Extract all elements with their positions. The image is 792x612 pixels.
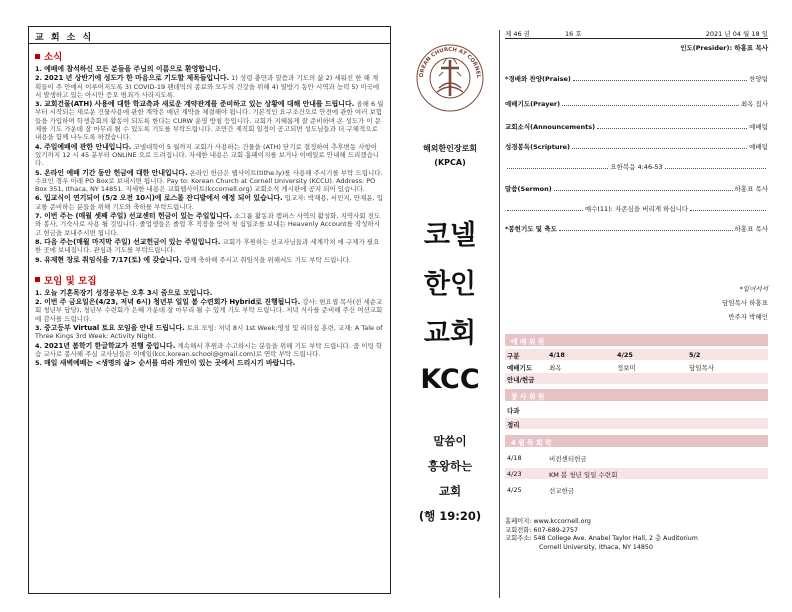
pastor: 담임목사 하홍표 xyxy=(721,299,768,307)
announcement-item: 3. 중고등부 Virtual 토요 모임을 안내 드립니다. 토요 모임: 저녁 8시 1st Week:영성 및 리더십 훈련, 교재: A Tale of Three Kings 3rd Week: Activity Night. xyxy=(35,324,383,341)
issue: 16 호 xyxy=(565,30,582,38)
schedule-row: 4/25 선교헌금 xyxy=(507,486,575,495)
red-square-icon xyxy=(35,54,40,59)
worship-committee-band: 예 배 위 원 xyxy=(505,334,768,346)
worship-order-column xyxy=(505,26,768,596)
denomination-name: 해외한인장로회 xyxy=(422,144,478,153)
announcement-item: 5. 매일 새벽예배는 <생명의 삶> 순서를 따라 개인이 있는 곳에서 드리시기 바랍니다. xyxy=(35,359,296,368)
contact-info xyxy=(505,518,698,552)
standing-note: *일어서서 xyxy=(739,285,768,293)
schedule-band: 4 월 목 회 력 xyxy=(505,435,768,447)
issue-date: 2021 년 04 월 18 일 xyxy=(705,30,768,38)
announcements-panel xyxy=(28,26,391,594)
title-line-2: 한인 xyxy=(423,269,477,300)
address-line-1: 교회주소: 548 College Ave. Anabel Taylor Hall, 2 층 Auditorium xyxy=(505,535,698,542)
service-committee-row: 다과 xyxy=(507,407,520,415)
church-logo xyxy=(413,38,487,112)
announcement-item: 8. 다음 주는(매월 마지막 주일) 선교헌금이 있는 주일입니다. 교회가 후원하는 선교사님들과 세계각처 에 구제가 필요한 곳에 보내집니다. 관심과 기도를 부탁드립니다. xyxy=(35,237,380,255)
issue-line xyxy=(505,26,768,39)
worship-committee-row: 예배기도 최옥 정보미 담임목사 xyxy=(507,364,715,372)
announcement-item: 2. 2021 년 상반기에 성도가 한 마음으로 기도할 제목들입니다. 1) 성령 충만과 말씀과 기도의 삶 2) 세워진 한 해 계획들이 주 안에서 이루어지도록 3) COVID-19 팬데믹의 종료와 모두의 건강을 위해 4) 열방기 동안 시역과 능력 5) 미국에서 발생하고 있는 아시안 증오 범죄가 사라지도록. xyxy=(35,74,380,99)
title-line-1: 코넬 xyxy=(423,220,477,251)
announcement-item: 4. 주일예배에 관한 안내입니다. 코넬대학이 5 월까지 교회가 사용하는 건물을 (ATH) 닫기로 결정하여 추후변동 사항이 있기까지 12 시 45 분부터 ONLINE 으로 드려집니다. 자세한 내용은 교회 홈페이지를 보거나 이메일로 안내해 드리겠습니다. xyxy=(35,142,380,168)
service-committee-band: 봉 사 위 원 xyxy=(505,389,768,401)
order-prayer: 예배기도(Prayer) 최옥 집사 xyxy=(505,100,768,108)
meetings-list xyxy=(35,289,384,368)
cover-column xyxy=(405,30,495,600)
news-section-title: 소식 xyxy=(35,49,384,63)
phone: 교회전화: 607-689-2757 xyxy=(505,526,579,534)
order-praise: *경배와 찬양(Praise) 찬양팀 xyxy=(505,75,768,83)
scripture-reference: 요한복음 4:46-53 xyxy=(505,162,768,171)
service-committee-row: 정리 xyxy=(505,418,768,429)
svg-text:KOREAN CHURCH AT CORNELL: OREAN CHURCH AT CORNEL xyxy=(418,46,482,79)
accompanist: 반주자 박혜인 xyxy=(728,313,768,321)
announcement-item: 1. 오늘 기혼목장기 성경공부는 오후 3시 줌으로 모입니다. xyxy=(35,288,213,297)
red-square-icon xyxy=(35,277,40,282)
presider: 인도(Presider): 하홍표 목사 xyxy=(680,44,768,52)
meetings-section-title: 모임 및 모집 xyxy=(35,273,384,287)
announcement-item: 1. 예배에 참석하신 모든 분들을 주님의 이름으로 환영합니다. xyxy=(35,65,221,73)
announcement-item: 4. 2021년 봄학기 한글학교가 진행 중입니다. 계속해서 후원과 수고하시는 분들을 위해 기도 부탁 드립니다. 줌 이팅 학습 교사로 봉사해 주실 교사님들은 이메일(kcc.korean.school@gmail.com)로 연락 부탁 드립니다. xyxy=(35,341,383,358)
slogan-line-2: 흥왕하는 xyxy=(427,459,473,473)
order-benediction: *봉헌기도 및 축도 하홍표 목사 xyxy=(505,225,768,233)
slogan-line-4: (행 19:20) xyxy=(418,509,482,523)
schedule-row: 4/23 KM 봄 청년 일일 수련회 xyxy=(505,468,768,479)
schedule-row: 4/18 비전센터헌금 xyxy=(507,454,587,463)
order-sermon: 말씀(Sermon) 하홍표 목사 xyxy=(505,185,768,193)
denomination-abbr: (KPCA) xyxy=(434,158,466,167)
order-announcements: 교회소식(Announcements) 예배팀 xyxy=(505,123,768,131)
slogan-line-3: 교회 xyxy=(438,484,462,498)
news-list xyxy=(35,65,384,264)
slogan-line-1: 말씀이 xyxy=(433,434,467,448)
announcement-item: 9. 유재현 장로 취임식을 7/17(토) 에 갖습니다. 함께 축하해 주시고 취임식을 위해서도 기도 부탁 드립니다. xyxy=(35,255,352,264)
title-line-3: 교회 xyxy=(423,318,477,349)
title-line-4: KCC xyxy=(420,364,480,395)
announcement-item: 7. 이번 주는 (매월 셋째 주일) 선교센터 헌금이 있는 주일입니다. 소그룹 활동과 캠퍼스 사역의 활성화, 지역사회 전도와 봉사, 기숙사로 사용 될 것입니다. 졸업생들은 졸업 후 직장을 얻어 첫 십일조를 보내는 Heavenly Account를 작성하시고 헌금을 보내주시면 됩니다. xyxy=(35,212,381,237)
worship-committee-header: 구분 4/18 4/25 5/2 xyxy=(505,349,768,360)
announcements-header: 교 회 소 식 xyxy=(29,27,390,44)
homepage[interactable]: 홈페이지: www.kccornell.org xyxy=(505,518,591,525)
sermon-title: 예수(11): 자존심을 버리게 하십니다 xyxy=(505,204,768,213)
volume: 제 46 권 xyxy=(505,30,530,38)
column-divider xyxy=(499,30,500,598)
order-scripture: 성경봉독(Scripture) 예배팀 xyxy=(505,143,768,151)
announcement-item: 2. 이번 주 금요일은(4/23, 저녁 6시) 청년부 일일 봄 수련회가 Hybrid로 진행됩니다. 강사: 현요셉 목사(전 세순교회 청년부 담당), 청년부 수련회가 은혜 가운데 잘 마무리 될 수 있게 기도 부탁 드립니다. 저녁 식사를 준비해 주신 여선교회에 감사를 드립니다. xyxy=(35,298,383,323)
worship-committee-row: 안내/헌금 xyxy=(505,373,768,384)
announcement-item: 6. 입교식이 연기되어 (5/2 오전 10시)에 로스롤 잔디밭에서 예정 되어 있습니다. 입교자: 박재용, 서민지, 안재윤, 입교를 준비하는 분들을 위해 기도와 축하를 부탁드립니다. xyxy=(35,194,384,211)
announcement-item: 5. 온라인 예배 기간 동안 헌금에 대한 안내입니다. 온라인 헌금은 웹사이트(tithe.ly)를 사용해 주시기를 부탁 드립니다. 수표인 경우 아래 PO Box로 보내시면 됩니다. Pay to: Korean Church at Cornell University (KCCU). Address: PO Box 351, Ithaca, NY 14851. 자세한 내용은 교회웹사이트(kccornell.org) 교회소식 게시판에 공지 되어 있습니다. xyxy=(35,168,383,194)
address-line-2: Cornell University, Ithaca, NY 14850 xyxy=(539,543,653,551)
announcement-item: 3. 교회건물(ATH) 사용에 대한 학교측과 새로운 계약관계를 준비하고 있는 상황에 대해 안내를 드립니다. 올해 6 월부터 시작되는 새로운 건물사용에 관한 계약은 매년 계약을 체결해야 됩니다. 기본적인 요구조건으로 안전에 관한 여러 보험들을 가입하며 학생층회의 활동이 되도록 한다는 CURW 운영 방침 등입니다. 교회가 지혜롭게 잘 준비하며 온 성도가 이 문제를 기도 가운데 잘 마무리 될 수 있도록 기도를 부탁드립니다. 조만간 제직회 일정이 공고되면 성도님들과 더 구체적으로 내용을 함께 나누도록 하겠습니다. xyxy=(35,100,384,142)
